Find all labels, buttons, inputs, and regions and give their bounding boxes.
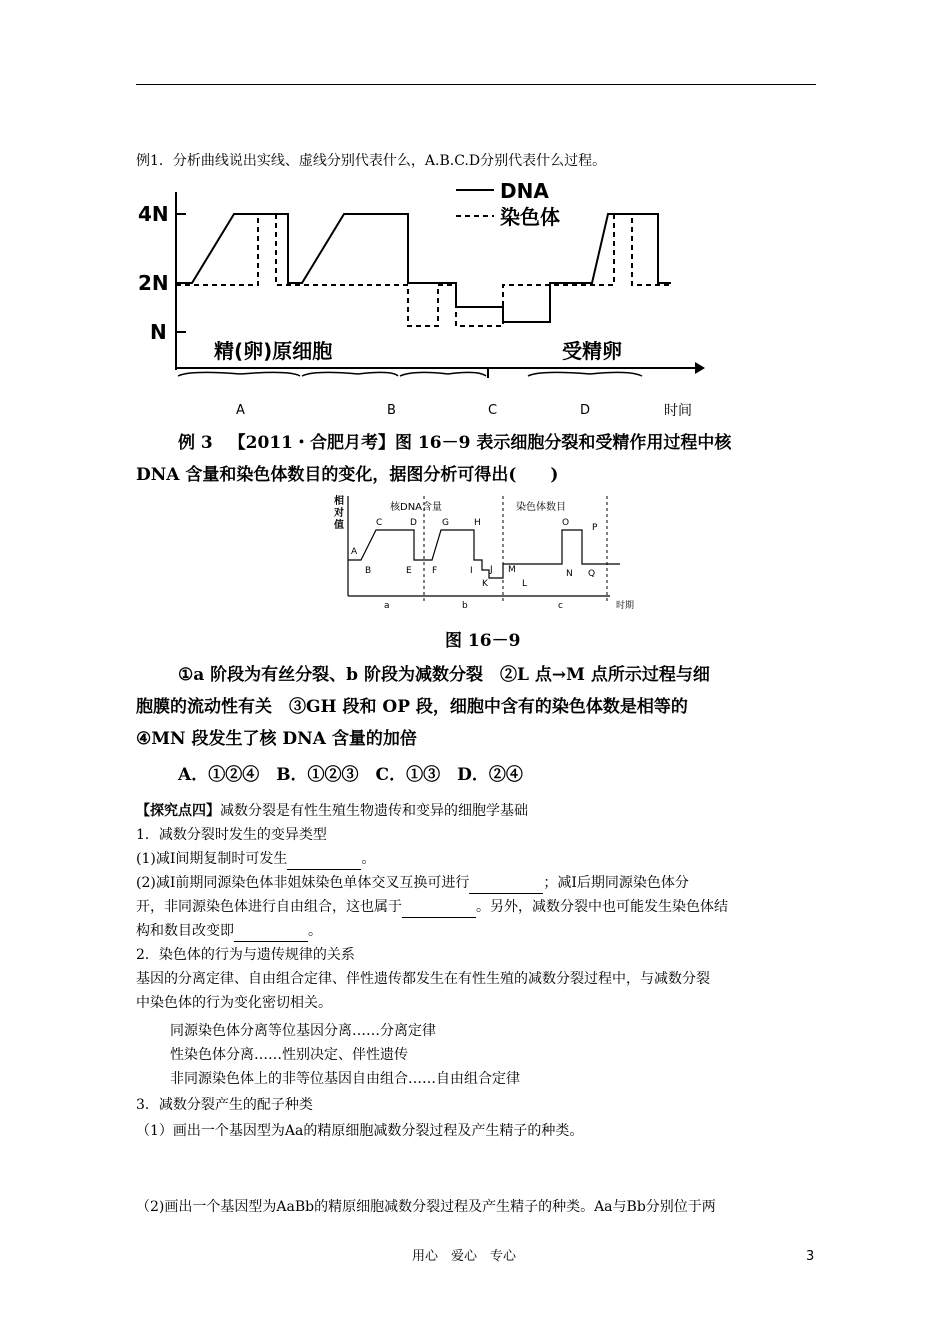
section4-heading	[136, 800, 528, 822]
chromosome-line	[176, 214, 671, 326]
section4-bracket: 【探究点四】	[136, 803, 220, 819]
seg-c: c	[558, 601, 563, 611]
pt-F: F	[432, 566, 438, 576]
ylabel-2: 对	[334, 508, 344, 519]
ylabel-1: 相	[334, 496, 344, 507]
pt-A: A	[351, 547, 358, 557]
pt-N: N	[566, 569, 573, 579]
example3-line2: DNA 含量和染色体数目的变化，据图分析可得出( )	[136, 465, 559, 485]
region-label-left: 精(卵)原细胞	[214, 339, 333, 363]
q3-1: （1）画出一个基因型为Aa的精原细胞减数分裂过程及产生精子的种类。	[136, 1123, 584, 1139]
blank-4[interactable]	[234, 927, 308, 942]
label-time: 时间	[664, 403, 692, 419]
label-D: D	[580, 403, 591, 418]
fig-xlabel: 时期	[616, 601, 635, 611]
blank-2[interactable]	[469, 879, 543, 894]
pt-O: O	[562, 518, 570, 528]
q2-line2: 性染色体分离……性别决定、伴性遗传	[170, 1047, 408, 1063]
statement-line3: ④MN 段发生了核 DNA 含量的加倍	[136, 729, 417, 749]
pt-M: M	[508, 565, 516, 575]
q1-1-end: 。	[361, 851, 376, 867]
example3-prefix: 例 3	[178, 433, 213, 453]
label-A: A	[236, 403, 245, 418]
q3-2: （2)画出一个基因型为AaBb的精原细胞减数分裂过程及产生精子的种类。Aa与Bb分别位于两	[136, 1199, 716, 1215]
x-axis-arrow	[695, 362, 705, 374]
statement-line2: 胞膜的流动性有关 ③GH 段和 OP 段，细胞中含有的染色体数是相等的	[136, 697, 688, 717]
fig-curve	[348, 530, 620, 578]
q1-2c	[136, 896, 728, 918]
ylabel-3: 值	[334, 520, 344, 531]
blank-3[interactable]	[402, 903, 476, 918]
q2-line3: 非同源染色体上的非等位基因自由组合……自由组合定律	[170, 1071, 520, 1087]
q1-2a	[136, 872, 689, 894]
pt-K: K	[482, 579, 488, 589]
seg-b: b	[462, 601, 468, 611]
pt-B: B	[365, 566, 372, 576]
q1-2f-text: 。	[308, 923, 322, 939]
q1-2c-text: 开，非同源染色体进行自由组合，这也属于	[136, 899, 402, 915]
q2-line1: 同源染色体分离等位基因分离……分离定律	[170, 1023, 436, 1039]
label-C: C	[488, 403, 498, 418]
q3-title: 3．减数分裂产生的配子种类	[136, 1097, 313, 1113]
figure-caption: 图 16－9	[445, 631, 521, 651]
example1-question: 例1．分析曲线说出实线、虚线分别代表什么，A.B.C.D分别代表什么过程。	[136, 153, 607, 169]
answer-options: A．①②④ B．①②③ C．①③ D．②④	[178, 765, 523, 785]
q1-title: 1．减数分裂时发生的变异类型	[136, 827, 327, 843]
page-number: 3	[806, 1249, 815, 1264]
legend-chromosome: 染色体	[500, 205, 560, 229]
label-B: B	[387, 403, 396, 418]
blank-1[interactable]	[287, 855, 361, 870]
dna-line	[176, 214, 671, 322]
footer-center: 用心 爱心 专心	[412, 1249, 517, 1264]
section4-heading-text: 减数分裂是有性生殖生物遗传和变异的细胞学基础	[220, 803, 528, 819]
pt-D: D	[410, 518, 417, 528]
example3-line1	[178, 428, 731, 453]
example3-source: 【2011・合肥月考】	[228, 433, 395, 453]
pt-G: G	[442, 518, 449, 528]
pt-C: C	[376, 518, 383, 528]
seg-a: a	[384, 601, 390, 611]
example3-figure	[326, 490, 636, 614]
tick-4N: 4N	[138, 202, 169, 226]
q2-text2: 中染色体的行为变化密切相关。	[136, 995, 332, 1011]
q1-2e	[136, 920, 322, 942]
q1-1-text: (1)减Ⅰ间期复制时可发生	[136, 851, 288, 867]
region-label-right: 受精卵	[562, 339, 622, 363]
example1-chart	[130, 172, 710, 382]
tick-2N: 2N	[138, 271, 169, 295]
q2-title: 2．染色体的行为与遗传规律的关系	[136, 947, 355, 963]
q1-2b-text: ；减Ⅰ后期同源染色体分	[543, 875, 689, 891]
pt-J: J	[490, 565, 493, 575]
pt-L: L	[522, 579, 528, 589]
q1-2d-text: 。另外，减数分裂中也可能发生染色体结	[476, 899, 728, 915]
legend-dna: DNA	[500, 179, 549, 203]
q1-2e-text: 构和数目改变即	[136, 923, 234, 939]
statement-line1: ①a 阶段为有丝分裂、b 阶段为减数分裂 ②L 点→M 点所示过程与细	[178, 665, 710, 685]
header-rule	[136, 84, 816, 85]
q1-2a-text: (2)减Ⅰ前期同源染色体非姐妹染色单体交叉互换可进行	[136, 875, 470, 891]
pt-Q: Q	[588, 569, 596, 579]
q2-text1: 基因的分离定律、自由组合定律、伴性遗传都发生在有性生殖的减数分裂过程中，与减数分裂	[136, 971, 710, 987]
pt-I: I	[470, 566, 473, 576]
q1-1	[136, 848, 375, 870]
pt-H: H	[474, 518, 481, 528]
example3-line1-text: 图 16－9 表示细胞分裂和受精作用过程中核	[395, 433, 732, 453]
section-dna: 核DNA含量	[390, 502, 443, 513]
tick-N: N	[150, 320, 167, 344]
section-chromosome: 染色体数目	[516, 502, 566, 513]
pt-P: P	[592, 523, 598, 533]
pt-E: E	[406, 566, 412, 576]
